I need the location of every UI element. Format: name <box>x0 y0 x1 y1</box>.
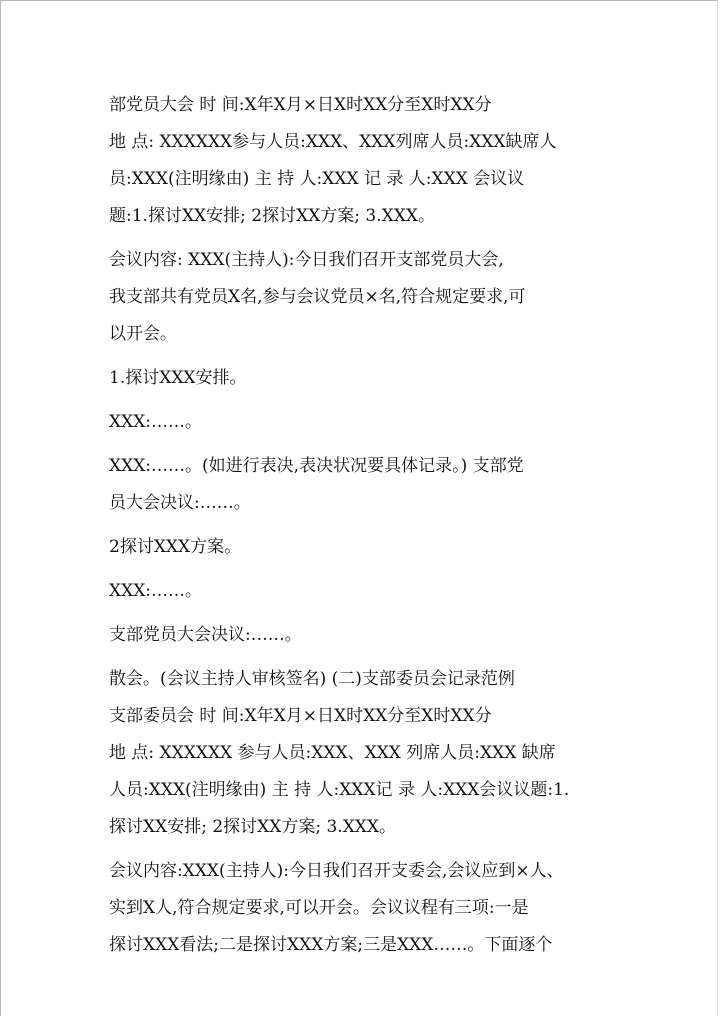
text-line: 地 点: XXXXXX参与人员:XXX、XXX列席人员:XXX缺席人 <box>109 132 557 152</box>
text-line: 2探讨XXX方案。 <box>109 537 242 557</box>
text-line: 探讨XX安排; 2探讨XX方案; 3.XXX。 <box>109 817 397 837</box>
text-line: 散会。(会议主持人审核签名) (二)支部委员会记录范例 <box>109 669 515 689</box>
text-line: 支部委员会 时 间:X年X月×日X时XX分至X时XX分 <box>109 706 492 726</box>
text-line: 地 点: XXXXXX 参与人员:XXX、XXX 列席人员:XXX 缺席 <box>109 743 556 763</box>
text-line: XXX:……。 <box>109 412 203 432</box>
text-line: 员:XXX(注明缘由) 主 持 人:XXX 记 录 人:XXX 会议议 <box>109 169 525 189</box>
text-line: 以开会。 <box>109 324 177 344</box>
text-line: 部党员大会 时 间:X年X月×日X时XX分至X时XX分 <box>109 95 492 115</box>
text-line: 员大会决议:……。 <box>109 493 251 513</box>
text-line: 人员:XXX(注明缘由) 主 持 人:XXX记 录 人:XXX会议议题:1. <box>109 780 570 800</box>
text-line: XXX:……。(如进行表决,表决状况要具体记录。) 支部党 <box>109 456 524 476</box>
text-line: 探讨XXX看法;二是探讨XXX方案;三是XXX……。下面逐个 <box>109 935 553 955</box>
text-line: 会议内容: XXX(主持人):今日我们召开支部党员大会, <box>109 250 504 270</box>
text-line: 会议内容:XXX(主持人):今日我们召开支委会,会议应到×人、 <box>109 861 564 881</box>
text-line: 题:1.探讨XX安排; 2探讨XX方案; 3.XXX。 <box>109 206 435 226</box>
text-line: 1.探讨XXX安排。 <box>109 368 247 388</box>
text-line: 我支部共有党员X名,参与会议党员×名,符合规定要求,可 <box>109 287 526 307</box>
document-body <box>109 87 614 964</box>
text-line: 实到X人,符合规定要求,可以开会。会议议程有三项:一是 <box>109 898 529 918</box>
text-line: XXX:……。 <box>109 581 203 601</box>
text-line: 支部党员大会决议:……。 <box>109 625 302 645</box>
